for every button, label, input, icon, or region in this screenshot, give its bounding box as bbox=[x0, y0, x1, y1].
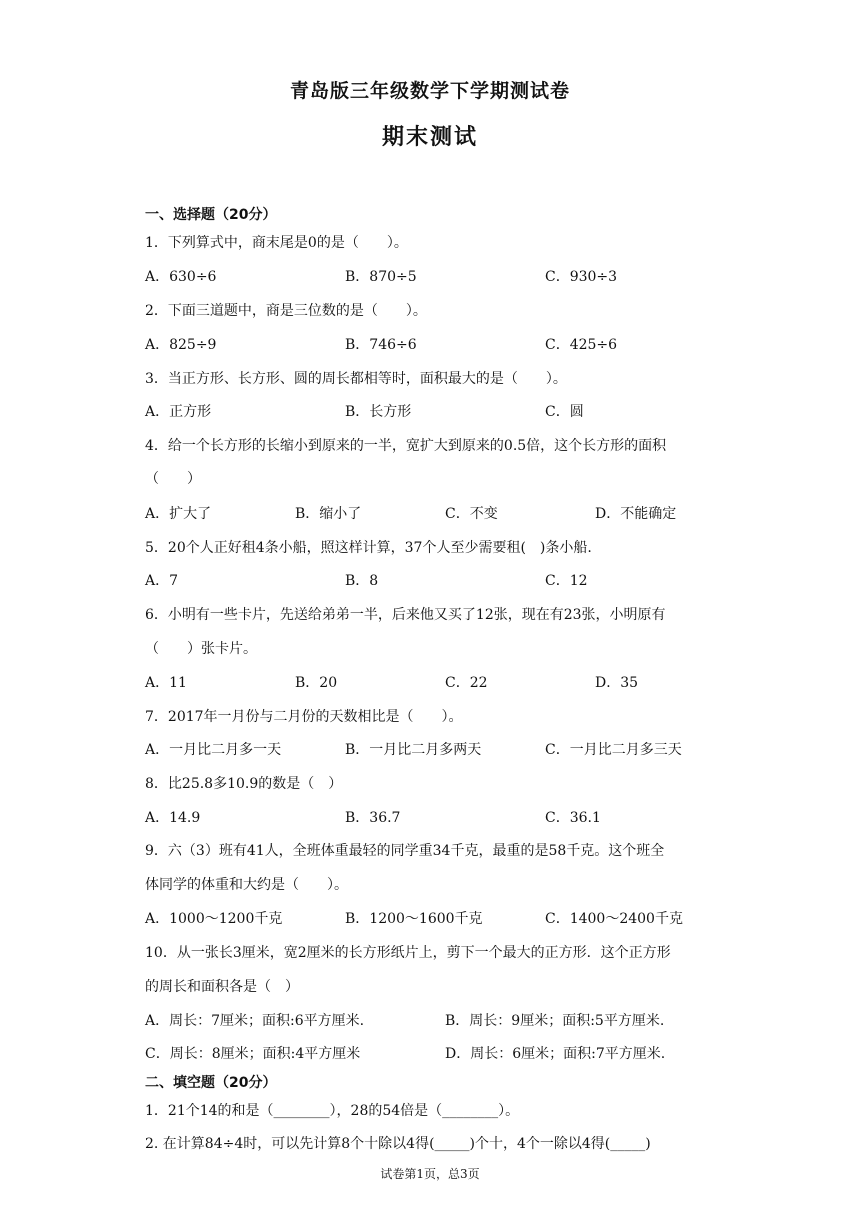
option-a: A．1000～1200千克 bbox=[145, 911, 283, 927]
section-heading-fill: 二、填空题（20分） bbox=[145, 1075, 277, 1091]
exam-title: 青岛版三年级数学下学期测试卷 bbox=[289, 80, 570, 102]
question-text: 2. 在计算84÷4时，可以先计算8个十除以4得(_____)个十，4个一除以4得(_____) bbox=[145, 1136, 651, 1152]
question-text: 2．下面三道题中，商是三位数的是（ ）。 bbox=[145, 303, 427, 319]
question-text-continued: （ ） bbox=[145, 471, 201, 487]
option-a: A．825÷9 bbox=[145, 337, 217, 353]
option-c: C．圆 bbox=[545, 404, 584, 420]
option-c: C．1400～2400千克 bbox=[545, 911, 683, 927]
option-a: A．14.9 bbox=[145, 810, 201, 826]
question-text-continued: 的周长和面积各是（ ） bbox=[145, 979, 299, 995]
question-text: 10．从一张长3厘米，宽2厘米的长方形纸片上，剪下一个最大的正方形．这个正方形 bbox=[145, 945, 671, 961]
option-b: B．一月比二月多两天 bbox=[345, 742, 482, 758]
option-b: B．8 bbox=[345, 573, 379, 589]
option-b: B．746÷6 bbox=[345, 337, 417, 353]
option-a: A．正方形 bbox=[145, 404, 212, 420]
option-c: C．12 bbox=[545, 573, 588, 589]
exam-subtitle: 期末测试 bbox=[381, 125, 478, 150]
option-b: B．周长：9厘米；面积:5平方厘米. bbox=[445, 1013, 665, 1029]
option-c: C．36.1 bbox=[545, 810, 601, 826]
option-c: C．425÷6 bbox=[545, 337, 618, 353]
option-a: A．扩大了 bbox=[145, 506, 212, 522]
question-text: 5．20个人正好租4条小船，照这样计算，37个人至少需要租( )条小船. bbox=[145, 540, 592, 556]
question-text: 6．小明有一些卡片，先送给弟弟一半，后来他又买了12张，现在有23张，小明原有 bbox=[145, 607, 666, 623]
question-text: 8．比25.8多10.9的数是（ ） bbox=[145, 776, 343, 792]
question-text: 3．当正方形、长方形、圆的周长都相等时，面积最大的是（ ）。 bbox=[145, 371, 567, 387]
option-b: B．1200～1600千克 bbox=[345, 911, 483, 927]
option-a: A．周长：7厘米；面积:6平方厘米. bbox=[145, 1013, 365, 1029]
question-text-continued: （ ）张卡片。 bbox=[145, 641, 257, 657]
option-b: B．缩小了 bbox=[295, 506, 362, 522]
option-d: D．不能确定 bbox=[595, 506, 677, 522]
option-a: A．630÷6 bbox=[145, 269, 217, 285]
option-d: D．周长：6厘米；面积:7平方厘米. bbox=[445, 1046, 666, 1062]
question-text: 4．给一个长方形的长缩小到原来的一半，宽扩大到原来的0.5倍，这个长方形的面积 bbox=[145, 438, 667, 454]
option-d: D．35 bbox=[595, 675, 639, 691]
option-c: C．930÷3 bbox=[545, 269, 618, 285]
question-text: 1．21个14的和是（________），28的54倍是（________）。 bbox=[145, 1103, 520, 1119]
option-c: C．不变 bbox=[445, 506, 498, 522]
option-b: B．长方形 bbox=[345, 404, 412, 420]
option-a: A．11 bbox=[145, 675, 187, 691]
question-text: 7．2017年一月份与二月份的天数相比是（ ）。 bbox=[145, 709, 463, 725]
option-c: C．周长：8厘米；面积:4平方厘米 bbox=[145, 1046, 361, 1062]
question-text: 9．六（3）班有41人，全班体重最轻的同学重34千克，最重的是58千克。这个班全 bbox=[145, 843, 665, 859]
option-b: B．20 bbox=[295, 675, 338, 691]
page-footer: 试卷第1页，总3页 bbox=[380, 1167, 480, 1181]
option-a: A．一月比二月多一天 bbox=[145, 742, 282, 758]
question-text: 1．下列算式中，商末尾是0的是（ ）。 bbox=[145, 235, 408, 251]
option-c: C．一月比二月多三天 bbox=[545, 742, 682, 758]
option-c: C．22 bbox=[445, 675, 488, 691]
section-heading-choice: 一、选择题（20分） bbox=[145, 207, 277, 223]
option-b: B．36.7 bbox=[345, 810, 401, 826]
question-text-continued: 体同学的体重和大约是（ ）。 bbox=[145, 877, 348, 893]
option-b: B．870÷5 bbox=[345, 269, 417, 285]
option-a: A．7 bbox=[145, 573, 179, 589]
